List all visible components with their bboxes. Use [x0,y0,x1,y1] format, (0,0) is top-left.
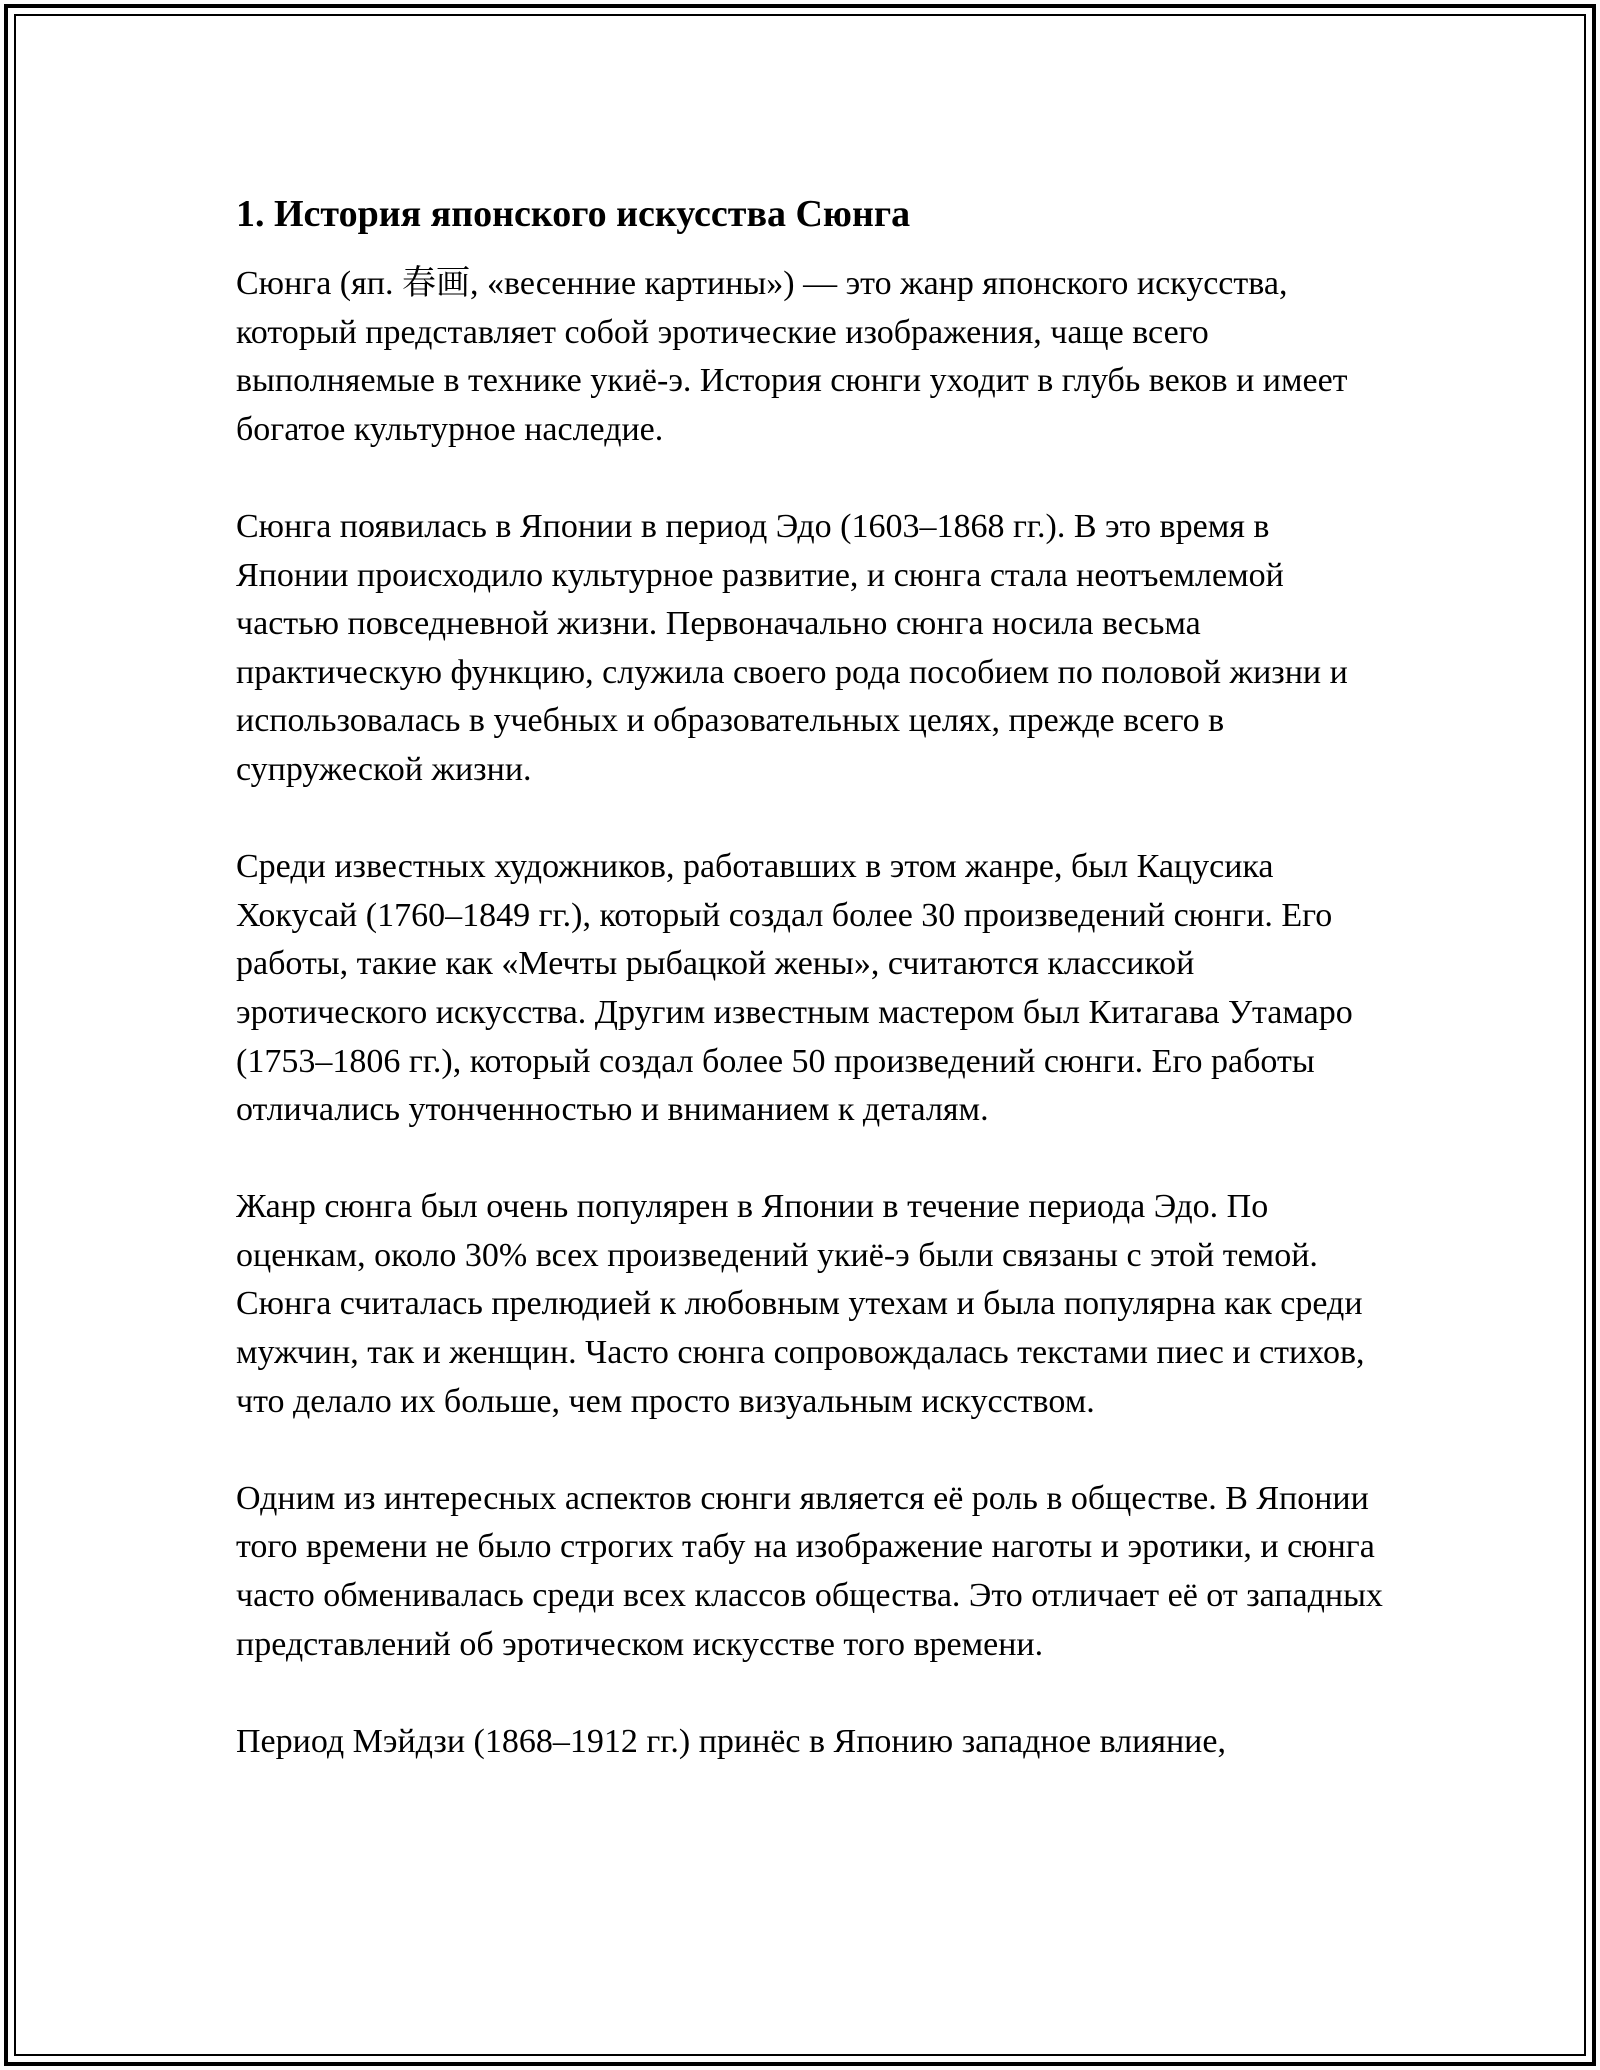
paragraph-intro: Сюнга (яп. 春画, «весенние картины») — это жанр японского искусства, который представляет собой эротические изображения, чаще всего выполняемые в технике укиё-э. История сюнги уходит в глубь веков и имеет богатое культурное наследие. [236,265,1348,448]
paragraph-society: Одним из интересных аспектов сюнги является её роль в обществе. В Японии того времени не было строгих табу на изображение наготы и эротики, и сюнга часто обменивалась среди всех классов общества. Это отличает её от западных представлений об эротическом искусстве того времени. [236,1479,1383,1663]
document-body [236,186,1386,1766]
paragraph-popularity: Жанр сюнга был очень популярен в Японии в течение периода Эдо. По оценкам, около 30% всех произведений укиё-э были связаны с этой темой. Сюнга считалась прелюдией к любовным утехам и была популярна как среди мужчин, так и женщин. Часто сюнга сопровождалась текстами пиес и стихов, что делало их больше, чем просто визуальным искусством. [236,1188,1365,1420]
paragraph-edo-period: Сюнга появилась в Японии в период Эдо (1603–1868 гг.). В это время в Японии происходило культурное развитие, и сюнга стала неотъемлемой частью повседневной жизни. Первоначально сюнга носила весьма практическую функцию, служила своего рода пособием по половой жизни и использовалась в учебных и образовательных целях, прежде всего в супружеской жизни. [236,507,1348,788]
section-heading: 1. История японского искусства Сюнга [236,193,911,235]
paragraph-artists: Среди известных художников, работавших в этом жанре, был Кацусика Хокусай (1760–1849 гг.), который создал более 30 произведений сюнги. Его работы, такие как «Мечты рыбацкой жены», считаются классикой эротического искусства. Другим известным мастером был Китагава Утамаро (1753–1806 гг.), который создал более 50 произведений сюнги. Его работы отличались утонченностью и вниманием к деталям. [236,848,1353,1129]
paragraph-meiji: Период Мэйдзи (1868–1912 гг.) принёс в Японию западное влияние, [236,1722,1226,1760]
